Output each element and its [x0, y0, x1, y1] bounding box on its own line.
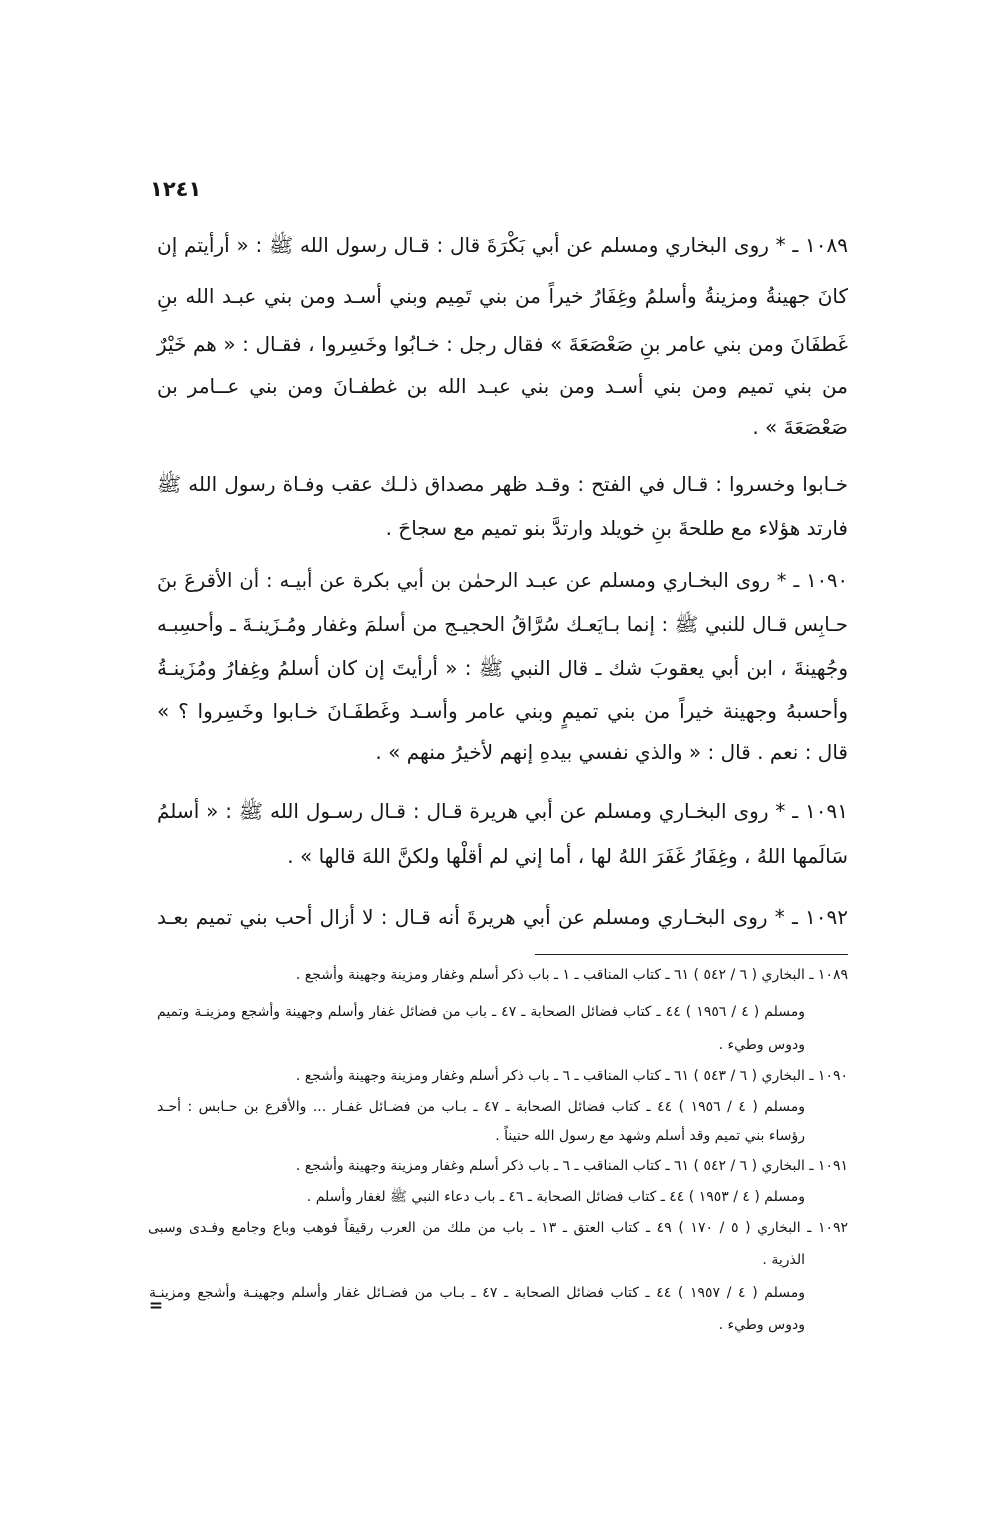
hadith-line: كانَ جهينةُ ومزينةُ وأسلمُ وغِفَارُ خيراً من بني تَمِيم وبني أسـد ومن بني عبـد الله بنِ [157, 284, 848, 308]
hadith-line: حـابِس قـال للنبي ﷺ : إنما بـايَعـك سُرَّاقُ الحجيـج من أسلمَ وغفار ومُـزَينـةَ ـ وأحسِبـه [157, 613, 848, 636]
hadith-line: قال : نعم . قال : « والذي نفسي بيدهِ إنهم لأخيرُ منهم » . [375, 740, 848, 764]
footnote-line: ومسلم ( ٤ / ١٩٥٦ ) ٤٤ ـ كتاب فضائل الصحابة ـ ٤٧ ـ باب من فضائل غفار وأسلم وجهينة وأشجع ومزينـة وتميم [157, 1004, 805, 1020]
note-line: فارتد هؤلاء مع طلحةَ بنِ خويلد وارتدَّ بنو تميم مع سجاحَ . [385, 516, 848, 540]
continuation-mark: = [148, 1296, 164, 1316]
hadith-line: من بني تميم ومن بني أسـد ومن بني عبـد الله بن غطفـانَ ومن بني عــامر بن [157, 374, 848, 398]
hadith-line: وأحسبهُ وجهينة خيراً من بني تميمٍ وبني عامر وأسـد وغَطفَـانَ خـابوا وخَسِروا ؟ » [157, 699, 848, 723]
hadith-line: ١٠٩١ ـ * روى البخـاري ومسلم عن أبي هريرة قـال : قـال رسـول الله ﷺ : « أسلمُ [157, 799, 848, 823]
footnote-line: ومسلم ( ٤ / ١٩٥٣ ) ٤٤ ـ كتاب فضائل الصحابة ـ ٤٦ ـ باب دعاء النبي ﷺ لغفار وأسلم . [306, 1189, 805, 1205]
footnote-line: ودوس وطيء . [718, 1317, 805, 1333]
footnote-line: ومسلم ( ٤ / ١٩٥٧ ) ٤٤ ـ كتاب فضائل الصحابة ـ ٤٧ ـ بـاب من فضـائل غفار وأسلم وجهينـة وأشجع ومزينـة [149, 1285, 805, 1301]
note-line: خـابوا وخسروا : قـال في الفتح : وقـد ظهر مصداق ذلـك عقب وفـاة رسول الله ﷺ [157, 472, 848, 496]
footnote-line: ١٠٩٠ ـ البخاري ( ٦ / ٥٤٣ ) ٦١ ـ كتاب المناقب ـ ٦ ـ باب ذكر أسلم وغفار ومزينة وجهينة وأشجع . [295, 1068, 848, 1084]
footnote-line: الذرية . [762, 1252, 805, 1268]
footnote-line: ١٠٩٢ ـ البخاري ( ٥ / ١٧٠ ) ٤٩ ـ كتاب العتق ـ ١٣ ـ باب من ملك من العرب رقيقاً فوهب وباع وجامع وفـدى وسبى [148, 1220, 849, 1236]
hadith-line: غَطفَانَ ومن بني عامر بنِ صَعْصَعَةَ » فقال رجل : خـابُوا وخَسِروا ، فقـال : « هم خَيْرٌ [157, 332, 848, 356]
footnote-line: ١٠٩١ ـ البخاري ( ٦ / ٥٤٢ ) ٦١ ـ كتاب المناقب ـ ٦ ـ باب ذكر أسلم وغفار ومزينة وجهينة وأشجع . [295, 1158, 848, 1174]
page-number: ١٢٤١ [150, 177, 202, 201]
hadith-line: ١٠٩٠ ـ * روى البخـاري ومسلم عن عبـد الرحمٰن بن أبي بكرة عن أبيـه : أن الأقرعَ بنَ [157, 569, 848, 592]
footnote-line: ودوس وطيء . [718, 1037, 805, 1053]
hadith-line: ١٠٨٩ ـ * روى البخاري ومسلم عن أبي بَكْرَةَ قال : قـال رسول الله ﷺ : « أرأيتم إن [157, 233, 848, 257]
hadith-line: ١٠٩٢ ـ * روى البخـاري ومسلم عن أبي هريرةَ أنه قـال : لا أزال أحب بني تميم بعـد [157, 905, 848, 929]
hadith-line: سَالَمها اللهُ ، وغِفَارُ غَفَرَ اللهُ لها ، أما إني لم أقلْها ولكنَّ اللهَ قالها » . [287, 844, 848, 868]
hadith-line: صَعْصَعَةَ » . [752, 415, 848, 439]
footnote-line: رؤساء بني تميم وقد أسلم وشهد مع رسول الله حنيناً . [495, 1128, 805, 1144]
footnote-separator [535, 954, 848, 955]
hadith-line: وجُهينةَ ، ابن أبي يعقوبَ شك ـ قال النبي ﷺ : « أرأيتَ إن كان أسلمُ وغِفارُ ومُزَينـةُ [157, 656, 848, 680]
footnote-line: ومسلم ( ٤ / ١٩٥٦ ) ٤٤ ـ كتاب فضائل الصحابة ـ ٤٧ ـ بـاب من فضـائل غفـار ... والأقرع بن حـابس : أحـد [157, 1099, 805, 1115]
footnote-line: ١٠٨٩ ـ البخاري ( ٦ / ٥٤٢ ) ٦١ ـ كتاب المناقب ـ ١ ـ باب ذكر أسلم وغفار ومزينة وجهينة وأشجع . [295, 967, 848, 983]
